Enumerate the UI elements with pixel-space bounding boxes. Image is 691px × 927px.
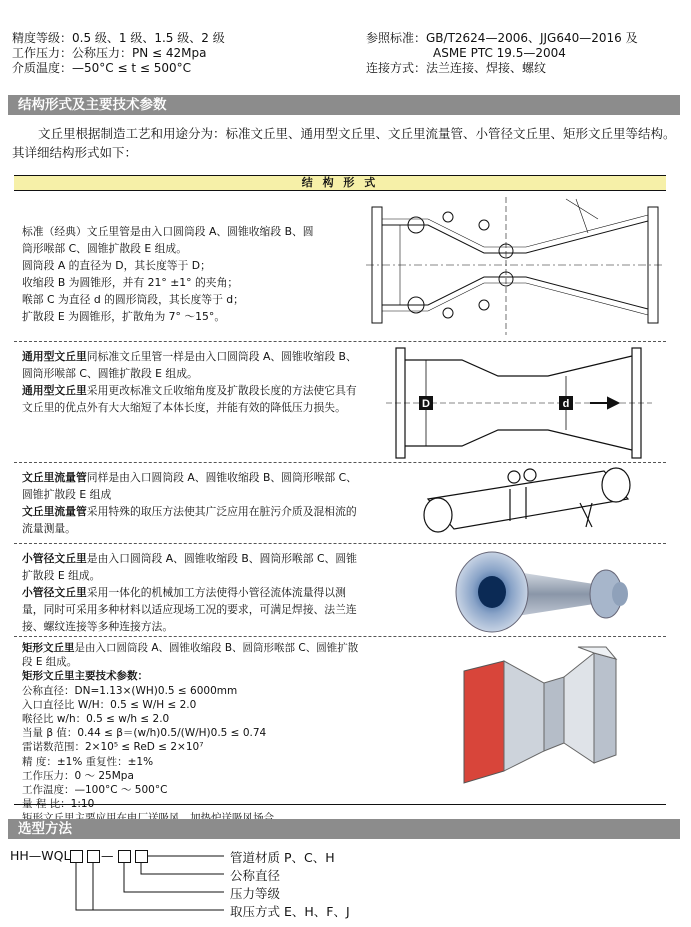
row-standard [14, 191, 666, 342]
rect-text: 矩形文丘里是由入口圆筒段 A、圆锥收缩段 B、圆筒形喉部 C、圆锥扩散段 E 组成。 矩形文丘里主要技术参数： 公称直径：DN=1.13×(WH)0.5 ≤ 6000mm 入口直径比 W/H：0.5 ≤ W/H ≤ 2.0 喉径比 w/h：0.5 ≤ w/h ≤ 2.0 当量 β 值：0.44 ≤ β＝(w/h)0.5/(W/H)0.5 ≤ 0.74 雷诺数范围：2×10⁵ ≤ ReD ≤ 2×10⁷ 精 度：±1% 重复性：±1% 工作压力：0 ～ 25Mpa 工作温度：—100°C ～ 500°C 量 程 比：1:10 [22, 642, 359, 811]
section-title-structure: 结构形式及主要技术参数 [8, 95, 680, 115]
small-venturi-photo [444, 546, 644, 634]
flowtube-text: 文丘里流量管同样是由入口圆筒段 A、圆锥收缩段 B、圆筒形喉部 C、圆锥扩散段 E 组成 文丘里流量管采用特殊的取压方法使其广泛应用在脏污介质及混相流的流量测量。 [22, 471, 357, 535]
specs-right [366, 31, 686, 76]
label-inlet-diameter: D [422, 398, 430, 410]
section-title-selection: 选型方法 [8, 819, 680, 839]
code-dash: — [101, 848, 114, 863]
structure-table [14, 175, 666, 811]
small-text: 小管径文丘里是由入口圆筒段 A、圆锥收缩段 B、圆筒形喉部 C、圆锥扩散段 E 组成。 小管径文丘里采用一体化的机械加工方法使得小管径流体流量得以测量，同时可采用多种材料以适应现场工况的要求，可满足焊接、法兰连接、螺纹连接等多种连接方法。 [22, 552, 357, 633]
intro-text: 文丘里根据制造工艺和用途分为：标准文丘里、通用型文丘里、文丘里流量管、小管径文丘里、矩形文丘里等结构。其详细结构形式如下： [12, 126, 676, 160]
spec-accuracy: 精度等级：0.5 级、1 级、1.5 级、2 级 [12, 31, 225, 45]
table-header: 结 构 形 式 [14, 176, 666, 191]
spec-pressure: 工作压力：公称压力：PN ≤ 42Mpa [12, 46, 207, 60]
selection-leader-lines [8, 848, 238, 924]
label-tapping-method: 取压方式 E、H、F、J [230, 904, 350, 919]
label-nominal-diameter: 公称直径 [230, 868, 281, 883]
label-throat-diameter: d [562, 398, 570, 410]
spec-standard: 参照标准：GB/T2624—2006、JJG640—2016 及 [366, 31, 638, 45]
universal-venturi-drawing [386, 346, 652, 460]
spec-connection: 连接方式：法兰连接、焊接、螺纹 [366, 61, 547, 75]
standard-venturi-drawing [366, 195, 662, 337]
specs-left [12, 31, 352, 76]
row-universal [14, 342, 666, 463]
flow-arrow-icon [590, 398, 618, 408]
row-small [14, 544, 666, 637]
standard-text: 标准（经典）文丘里管是由入口圆筒段 A、圆锥收缩段 B、圆 筒形喉部 C、圆锥扩散段 E 组成。 圆筒段 A 的直径为 D，其长度等于 D； 收缩段 B 为圆锥形，并有 21° ±1° 的夹角； 喉部 C 为直径 d 的圆形筒段，其长度等于 d； 扩散段 E 为圆锥形，扩散角为 7° ～15°。 [22, 225, 314, 323]
universal-text: 通用型文丘里同标准文丘里管一样是由入口圆筒段 A、圆锥收缩段 B、圆筒形喉部 C、圆锥扩散段 E 组成。 通用型文丘里采用更改标准文丘收缩角度及扩散段长度的方法使它具有文丘里的优点外有大大缩短了本体长度，并能有效的降低压力损失。 [22, 350, 357, 414]
spec-temperature: 介质温度：—50°C ≤ t ≤ 500°C [12, 61, 192, 75]
model-prefix: HH—WQL [10, 848, 71, 863]
spec-standard-cont: ASME PTC 19.5—2004 [433, 46, 566, 60]
label-pressure-class: 压力等级 [230, 886, 281, 901]
label-pipe-material: 管道材质 P、C、H [230, 850, 335, 865]
row-rect [14, 637, 666, 811]
selection-code [8, 848, 688, 924]
row-flowtube [14, 463, 666, 544]
rect-venturi-photo [434, 643, 634, 793]
flowtube-sketch [414, 463, 654, 541]
